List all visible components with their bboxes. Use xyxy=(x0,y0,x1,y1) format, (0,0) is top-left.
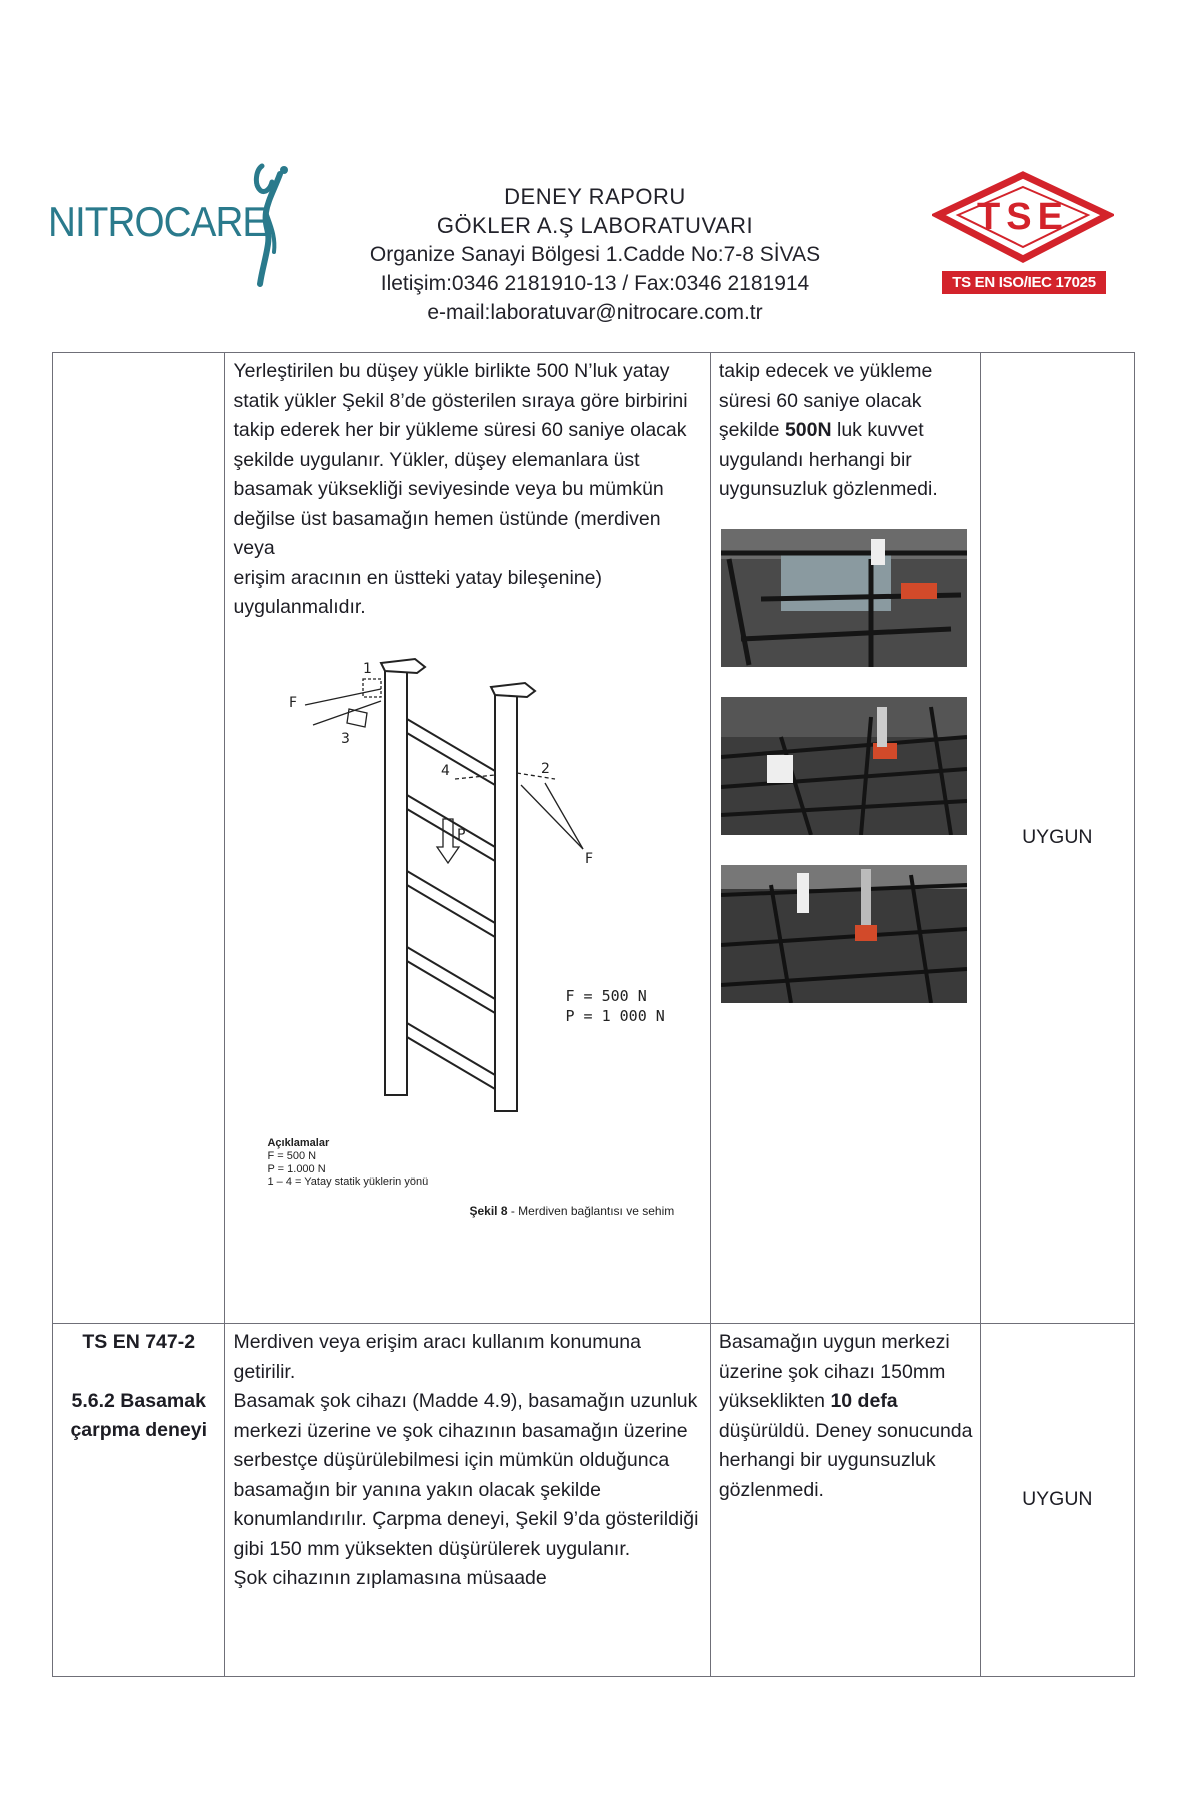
test-name: 5.6.2 Basamak çarpma deneyi xyxy=(70,1389,208,1441)
report-title: DENEY RAPORU xyxy=(504,184,686,209)
nitrocare-logo xyxy=(48,160,288,290)
observation-bold: 500N xyxy=(784,419,832,441)
observation-text: Basamağın uygun merkezi üzerine şok cihazı 150mm yükseklikten xyxy=(718,1331,950,1412)
legend-item: P = 1.000 N xyxy=(267,1162,326,1175)
table-row xyxy=(53,353,1135,1324)
ladder-figure xyxy=(245,649,685,1218)
tse-diamond-icon xyxy=(932,167,1114,267)
figure-legend xyxy=(267,1137,428,1189)
observation-cell xyxy=(710,1324,980,1677)
tse-accreditation-badge: TS EN ISO/IEC 17025 xyxy=(942,271,1106,294)
test-photo xyxy=(721,529,967,667)
procedure-line: konumlandırılır. Çarpma deneyi, Şekil 9’da gösterildiği gibi 150 mm yüksekten düşürülerek uygulanır. xyxy=(233,1508,699,1560)
result-cell: UYGUN xyxy=(980,353,1134,1324)
person-figure-icon xyxy=(240,160,288,290)
procedure-line: Basamak şok cihazı (Madde 4.9), basamağın uzunluk merkezi üzerine ve şok cihazının basamağın üzerine xyxy=(233,1390,698,1442)
label-p: P xyxy=(457,826,466,843)
logo-text: NITROCARE xyxy=(48,198,268,245)
result-cell: UYGUN xyxy=(980,1324,1134,1677)
label-f-upper: F xyxy=(289,694,298,711)
legend-item: F = 500 N xyxy=(267,1149,317,1162)
procedure-line: Yerleştirilen bu düşey yükle birlikte 500 N’luk yatay statik yükler Şekil 8’de gösterilen sıraya göre birbirini xyxy=(233,360,688,412)
procedure-line: serbestçe düşürülebilmesi için mümkün olduğunca basamağın bir yanına yakın olacak şekilde xyxy=(233,1449,670,1501)
tse-logo xyxy=(932,167,1114,297)
lab-email: e-mail:laboratuvar@nitrocare.com.tr xyxy=(427,301,763,324)
label-3: 3 xyxy=(341,730,351,747)
observation-text: luk kuvvet uygulandı herhangi bir uygunsuzluk gözlenmedi. xyxy=(718,419,938,500)
procedure-line: erişim aracının en üstteki yatay bileşenine) uygulanmalıdır. xyxy=(233,566,602,618)
lab-contact: Iletişim:0346 2181910-13 / Fax:0346 2181914 xyxy=(380,272,810,295)
lab-address: Organize Sanayi Bölgesi 1.Cadde No:7-8 SİVAS xyxy=(369,243,821,266)
observation-text: takip edecek ve yükleme süresi 60 saniye olacak şekilde xyxy=(718,360,933,441)
procedure-cell xyxy=(225,1324,710,1677)
standard-code: TS EN 747-2 xyxy=(82,1331,196,1353)
report-header xyxy=(300,182,890,327)
ladder-drawing xyxy=(245,649,685,1129)
table-row xyxy=(53,1324,1135,1677)
observation-cell xyxy=(710,353,980,1324)
procedure-line: Merdiven veya erişim aracı kullanım konumuna getirilir. xyxy=(233,1331,641,1383)
procedure-line: basamak yüksekliği seviyesinde veya bu mümkün değilse üst basamağın hemen üstünde (merdiven veya xyxy=(233,478,664,559)
reference-cell xyxy=(53,353,225,1324)
reference-cell xyxy=(53,1324,225,1677)
procedure-line: Şok cihazının zıplamasına müsaade xyxy=(233,1567,547,1589)
lab-name: GÖKLER A.Ş LABORATUVARI xyxy=(436,213,754,238)
label-1: 1 xyxy=(363,660,373,677)
procedure-line: takip ederek her bir yükleme süresi 60 saniye olacak şekilde uygulanır. Yükler, düşey elemanlara üst xyxy=(233,419,687,471)
force-values: F = 500 N P = 1 000 N xyxy=(565,986,665,1025)
legend-title: Açıklamalar xyxy=(267,1136,330,1149)
test-photo xyxy=(721,865,967,1003)
test-photo xyxy=(721,697,967,835)
tse-text: TSE xyxy=(977,196,1069,238)
observation-text: düşürüldü. Deney sonucunda herhangi bir uygunsuzluk gözlenmedi. xyxy=(718,1419,973,1501)
label-f-lower: F xyxy=(585,850,594,867)
caption-label: Şekil 8 xyxy=(469,1203,508,1218)
label-2: 2 xyxy=(541,760,551,777)
test-results-table xyxy=(52,352,1135,1677)
test-photos xyxy=(711,529,980,1003)
figure-caption xyxy=(469,1197,674,1227)
procedure-cell xyxy=(225,353,710,1324)
label-4: 4 xyxy=(441,762,451,779)
observation-bold: 10 defa xyxy=(830,1390,898,1412)
caption-text: - Merdiven bağlantısı ve sehim xyxy=(507,1203,675,1218)
legend-item: 1 – 4 = Yatay statik yüklerin yönü xyxy=(267,1175,429,1188)
